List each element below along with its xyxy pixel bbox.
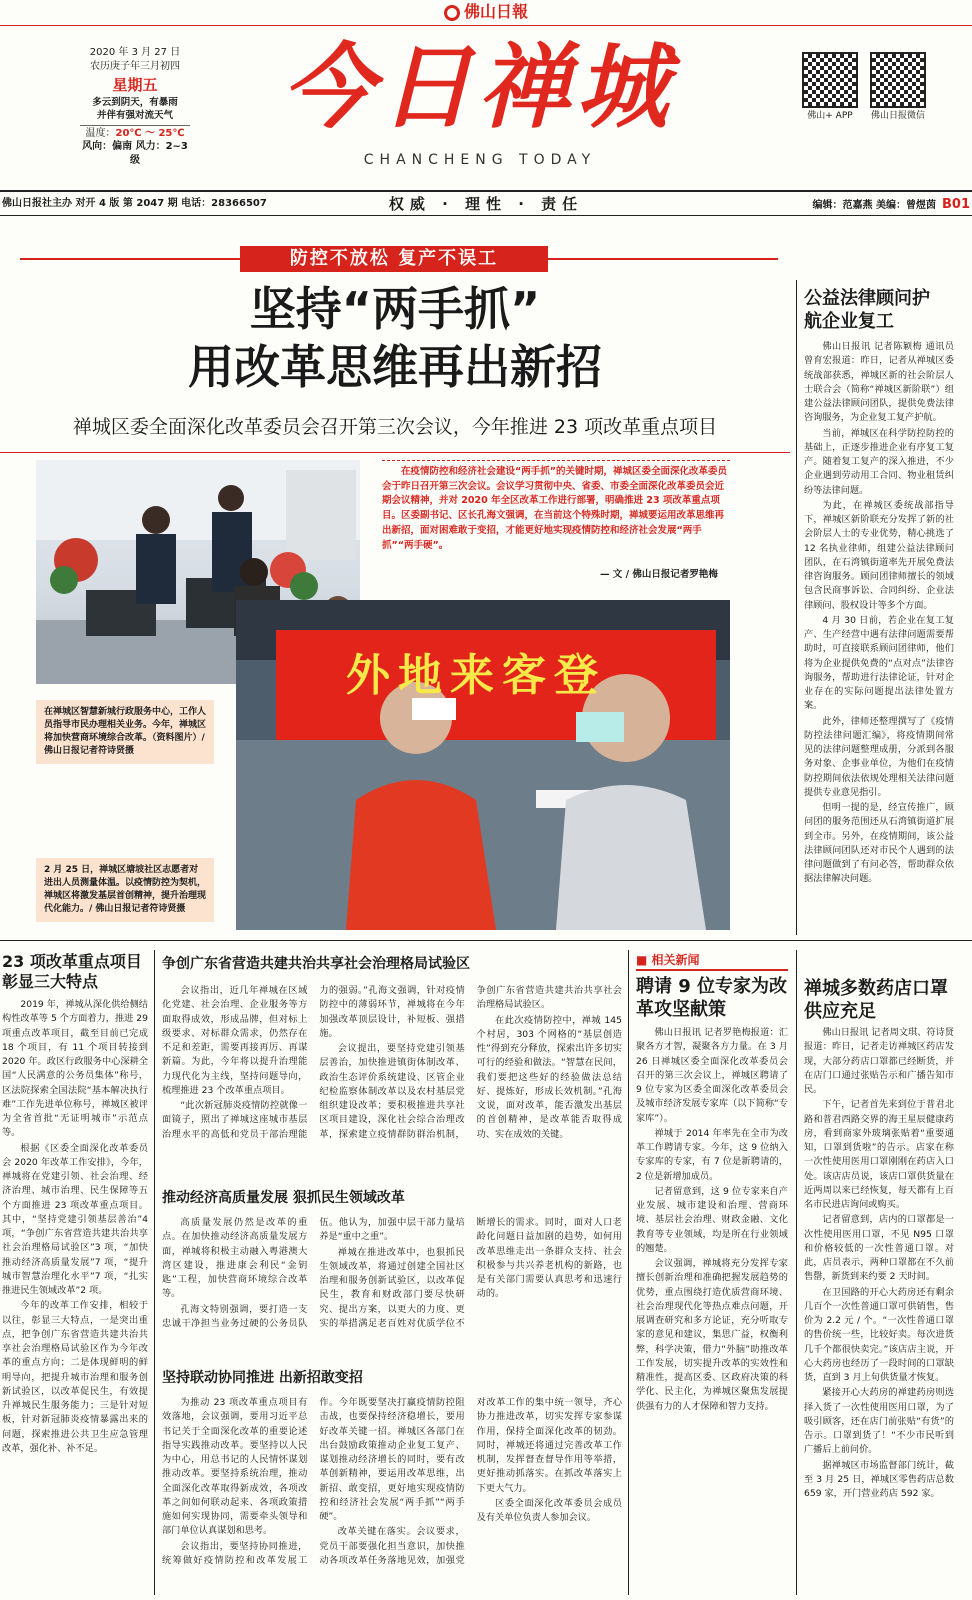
mid-section-2-title: 推动经济高质量发展 狠抓民生领域改革: [162, 1190, 405, 1206]
wind: 风向：偏南 风力：2~3 级: [82, 141, 188, 166]
paragraph: 会议提出，要坚持党建引领基层善治，加快推进镇街体制改革、政治生态评价系统建设、区管企业纪检监察体制改革以及农村基层党组织建设改革；要积极推进共享社区项目建设，深化社会综合治理改革，探索建立疫情群防群治机制，争创广东省营造共建共治共享社会治理格局试验区。: [319, 985, 622, 1140]
column-divider: [154, 950, 155, 1595]
qr-label-app: 佛山+ APP: [807, 111, 853, 121]
column-divider: [796, 950, 797, 1595]
paragraph: 为此，在禅城区委统战部指导下，禅城区新阶联充分发挥了新的社会阶层人士的专业优势，精心挑选了 12 名执业律师，组建公益法律顾问团队，在石湾镇街道率先开展免费法律咨询服务。顾问团律师擅长的领域包含民商事诉讼、合同纠纷、企业法律顾问、股权设计等多个方面。: [804, 499, 954, 611]
paragraph: 此外，律师还整理撰写了《疫情防控法律问题汇编》，将疫情期间常见的法律问题整理成册，分派到各服务对象、企事业单位，为他们在疫情防控期间依法依规处理相关法律问题提供专业意见指引。: [804, 715, 954, 798]
paragraph: 会议强调，禅城将充分发挥专家擅长创新治理和准确把握发展趋势的优势，重点围绕打造优质营商环境、社会治理现代化等热点难点问题，开展调查研究和多方论证，充分听取专家的意见和建议，集思广益，权衡利弊，科学决策，借力“外脑”助推改革工作发展，切实提升改革的实效性和精准性，提高区委、区政府决策的科学化、民主化，为禅城区聚焦发展提供强有力的人才保障和智力支持。: [636, 1258, 788, 1412]
section-divider: [0, 940, 972, 941]
qr-wechat[interactable]: [870, 52, 933, 123]
sidebar-top-title: 公益法律顾问护航企业复工: [804, 288, 930, 332]
paragraph: 禅城于 2014 年率先在全市为改革工作聘请专家。今年，这 9 位纳入专家库的专家，有 7 位是新聘请的，2 位是新增加成员。: [636, 1127, 788, 1182]
kicker-banner: 防控不放松 复产不误工: [240, 246, 548, 272]
paragraph: 区委全面深化改革委员会成员及有关单位负责人参加会议。: [476, 1497, 622, 1523]
masthead-subtitle: CHANCHENG TODAY: [363, 152, 597, 168]
column-divider: [628, 950, 629, 1595]
paragraph: 当前，禅城区在科学防控防控的基础上，正逐步推进企业有序复工复产。随着复工复产的深入推进，不少企业遇到劳动用工合同、物业租赁纠纷等法律问题。: [804, 427, 954, 496]
paragraph: 改革关键在落实。会议要求，党员干部要强化担当意识，加快推动各项改革任务落地见效，加强党对改革工作的集中统一领导，齐心协力推进改革，切实发挥专家参谋作用，保持全面深化改革的韧劲。同时，禅城还将通过完善改革工作机制，发挥督查督导作用等举措，更好推动抓落实。在抓改革落实上下更大气力。: [319, 1397, 622, 1566]
paragraph: 为推动 23 项改革重点项目有效落地，会议强调，要用习近平总书记关于全面深化改革的重要论述指导实践推动改革。要坚持以人民为中心，用总书记的人民情怀谋划推动改革。要坚持系统治理，推动全面深化改革取得新成效，各项改革之间如何联动起来、各项政策措施如何实现协同，需要牵头领导和部门单位认真谋划和思考。: [162, 1397, 308, 1537]
mid-section-1-body: [162, 984, 622, 1176]
divider: [0, 452, 790, 453]
photo-temperature-check: [236, 600, 730, 930]
paragraph: 在此次疫情防控中，禅城 145 个村居，303 个网格的“基层创造性”得到充分释放，探索出许多切实可行的经验和做法。“智慧在民间，我们要把这些好的经验做法总结好、提炼好，形成长效机制。”孔海文说，面对改革，能否激发出基层的首创精神，是改革能否取得成功、实在成效的关键。: [476, 1014, 622, 1140]
publisher-info: 佛山日报社主办 对开 4 版 第 2047 期 电话：28366507: [2, 198, 267, 209]
page-number: B01: [942, 197, 970, 212]
paragraph: “此次新冠肺炎疫情防控就像一面镜子，照出了禅城这座城市基层治理水平的高低和党员干部治理能力的强弱。”孔海文强调，针对疫情防控中的薄弱环节，禅城将在今年加强改革顶层设计，补短板、强措施。: [162, 985, 465, 1140]
photo-caption-1: 在禅城区智慧新城行政服务中心，工作人员指导市民办理相关业务。今年，禅城区将加快营商环境综合改革。（资料图片）/ 佛山日报记者符诗贤摄: [36, 700, 214, 764]
editors: 编辑：范嘉燕 美编：曾煜茵: [812, 200, 936, 211]
related-news-tag: ■ 相关新闻: [636, 952, 788, 971]
paragraph: 孔海文特别强调，要打造一支忠诚干净担当业务过硬的公务员队伍。他认为，加强中层干部力量培养是“重中之重”。: [162, 1217, 465, 1329]
paragraph: 佛山日报讯 记者陈颖梅 通讯员曾育宏报道：昨日，记者从禅城区委统战部获悉，禅城区新的社会阶层人士联合会（简称“禅城区新阶联”）组建公益法律顾问团队，提供免费法律咨询服务，为企业复工复产护航。: [804, 341, 954, 424]
motto: 权威 · 理性 · 责任: [388, 195, 584, 213]
paragraph: 佛山日报讯 记者周文琪、符诗贤报道：昨日，记者走访禅城区药店发现，大部分药店口罩都已经断货，并在店门口通过张贴告示和广播告知市民。: [804, 1027, 954, 1095]
paragraph: 下午，记者首先来到位于普君北路和普君西路交界的海王星辰健康药房，看到商家外玻璃张贴着“重要通知，口罩到货啦”的告示。店家在称一次性使用医用口罩刚刚在药店入口处。该店店员说，该店口罩供货量在近两周以来已经恢复，每天都有上百名市民进店询问或购买。: [804, 1099, 954, 1210]
foshan-daily-logo-icon: [444, 5, 460, 21]
mid-section-1-title: 争创广东省营造共建共治共享社会治理格局试验区: [162, 956, 470, 972]
paragraph: 禅城在推进改革中，也狠抓民生领域改革，将通过创建全国社区治理和服务创新试验区，以改革促民生，教育和财政部门要尽快研究、提出方案，以更大的力度、更实的举措满足老百姓对优质学位不断增长的需求。同时，面对人口老龄化问题日益加剧的趋势，如何用改革思维走出一条群众支持、社会积极参与共兴养老机构的新路，也是有关部门需要认真思考和迅速行动的。: [319, 1217, 622, 1329]
paragraph: 今年的改革工作安排，相较于以往，彰显三大特点，一是突出重点，把争创广东省营造共建共治共享社会治理格局试验区作为今年改革的重点方向；二是体现鲜明的鲜明导向，把提升城市治理和服务创新试验区，以改革促民生，有效提升禅城民生服务能力；三是针对短板，针对新冠肺炎疫情暴露出来的问题，探索推进公共卫生应急管理改革，强化补、补不足。: [2, 1300, 148, 1454]
paragraph: 紧接开心大药房的禅建药房则选择入货了一次性使用医用口罩，为了吸引顾客，还在店门前张贴“有货”的告示。口罩到货了！“不少市民听到广播后上前问价。: [804, 1387, 954, 1456]
paragraph: 高质量发展仍然是改革的重点。在加快推动经济高质量发展方面，禅城将积极主动融入粤港澳大湾区建设，推进康会利民“金钥匙”工程，加快营商环境综合改革等。: [162, 1217, 308, 1300]
paragraph: 佛山日报讯 记者罗艳梅报道：汇聚各方才智，凝聚各方力量。在 3 月 26 日禅城区委全面深化改革委员会召开的第三次会议上，禅城区聘请了 9 位专家为区委全面深化改革委员会及城市经济发展专家库（以下简称“专家库”）。: [636, 1027, 788, 1124]
headline-line-1: 坚持“两手抓”: [249, 282, 541, 336]
temperature-label: 温度：: [85, 127, 116, 139]
column-divider: [796, 280, 797, 935]
lunar-date: 农历庚子年三月初四: [90, 60, 180, 72]
weather: 多云到阴天，有暴雨: [92, 97, 178, 109]
temperature: 20℃ ～ 25℃: [115, 127, 185, 139]
lead-byline: — 文 / 佛山日报记者罗艳梅: [600, 569, 718, 580]
paper-logo: [0, 0, 972, 26]
qr-label-wechat: 佛山日报微信: [870, 111, 925, 121]
mid-section-3-title: 坚持联动协同推进 出新招敢变招: [162, 1370, 363, 1386]
subheadline: 禅城区委全面深化改革委员会召开第三次会议，今年推进 23 项改革重点项目: [72, 416, 718, 438]
paragraph: 据禅城区市场监督部门统计，截至 3 月 25 日，禅城区零售药店总数 659 家，开门营业药店 592 家。: [804, 1459, 954, 1499]
weather-2: 并伴有强对流天气: [96, 110, 173, 122]
qr-app[interactable]: [802, 52, 865, 123]
masthead-title: 今日禅城: [281, 33, 674, 141]
paragraph: 会议指出，近几年禅城在区域化党建、社会治理、企业服务等方面取得成效，形成品牌，但对标上级要求、对标群众需求，仍然存在不足和差距，需要再接再厉、再谋新篇。为此，今年将以提升治理能力现代化为主线，坚持问题导向，梳理推进 23 个改革重点项目。: [162, 985, 308, 1096]
paragraph: 4 月 30 日前，若企业在复工复产、生产经营中遇有法律问题需要帮助时，可直接联系顾问团律师，他们将为企业提供免费的“点对点”法律咨询服务，帮助进行法律论证，针对企业存在的实际问题提出法律处置方案。: [804, 614, 954, 712]
left-section-body: [2, 998, 148, 1594]
sidebar-top-body: [804, 340, 954, 940]
paragraph: 记者留意到，店内的口罩都是一次性使用医用口罩，不见 N95 口罩和价格较低的一次性普通口罩。对此，店员表示，两种口罩都在不久前售罄，新货到来约要 2 天时间。: [804, 1214, 954, 1283]
paragraph: 会议指出，要坚持协同推进，统筹做好疫情防控和改革发展工作。今年既要坚决打赢疫情防控阻击战，也要保持经济稳增长，要用好改革关键一招。禅城区各部门在出台鼓励政策推动企业复工复产、谋划推动经济增长的同时，要有改革创新精神，要运用改革思维，出新招、敢变招，更好地实现疫情防控和经济社会发展“两手抓”“两手硬”。: [162, 1397, 465, 1566]
headline-line-2: 用改革思维再出新招: [188, 340, 602, 394]
date-weather-box: [80, 46, 190, 167]
paragraph: 2019 年，禅城从深化供给侧结构性改革等 5 个方面着力，推进 29 项重点改革项目，截至目前已完成 18 个项目，有 11 个项目转接到 2020 年。政区行政服务中心深耕全国“人民满意的公务员集体”称号，区法院探索全国法院“基本解决执行难”工作先进单位称号，禅城区被评为全省首批“无证明城市”示范点等。: [2, 999, 148, 1139]
left-section-title: 23 项改革重点项目彰显三大特点: [2, 952, 142, 991]
paper-name: 佛山日報: [463, 2, 528, 21]
pharmacy-body: [804, 1026, 954, 1594]
date: 2020 年 3 月 27 日: [89, 47, 181, 58]
paragraph: 在卫国路的开心大药房还有剩余几百个一次性普通口罩可供销售，售价为 2.2 元 / 个。“一次性普通口罩的售价统一些，比较好卖。每次进货几千个都很快卖完。”该店店主说，开心大药房也经历了一段时间的口罩缺货，直到 3 月上旬供货量才恢复。: [804, 1286, 954, 1383]
weekday: 星期五: [112, 76, 158, 94]
paragraph: 根据《区委全面深化改革委员会 2020 年改革工作安排》，今年，禅城将在党建引领、社会治理、经济治理、城市治理、民生保障等五个方面推进 23 项改革重点项目。其中，“坚持党建引领基层善治”4 项，“争创广东省营造共建共治共享社会治理格局试验区”3 项，“加快推动经济高质量发展”7 项，“提升城市智慧治理化水平”7 项，“扎实推进民生领域改革”2 项。: [2, 1142, 148, 1296]
qr-code-icon: [870, 52, 926, 108]
paragraph: 但明一提的是，经宣传推广，顾问团的服务范围还从石湾镇街道扩展到全市。另外，在疫情期间，该公益法律顾问团队还对市民个人遇到的法律问题做到了有问必答，帮助群众依据法律解决问题。: [804, 802, 954, 885]
paragraph: 记者留意到，这 9 位专家来自产业发展、城市建设和治理、营商环境、基层社会治理、财政金融、文化教育等专业领域，均是所在行业领域的翘楚。: [636, 1185, 788, 1254]
mid-section-2-body: [162, 1216, 622, 1362]
related-news-body: [636, 1026, 788, 1594]
photo-caption-2: 2 月 25 日，禅城区塘坡社区志愿者对进出人员测量体温。以疫情防控为契机，禅城区将激发基层首创精神，提升治理现代化能力。/ 佛山日报记者符诗贤摄: [36, 858, 214, 922]
photo-banner-text: 外地来客登: [346, 650, 606, 701]
related-news-title: 聘请 9 位专家为改革攻坚献策: [636, 976, 788, 1020]
pharmacy-title: 禅城多数药店口罩供应充足: [804, 978, 948, 1022]
lead-intro: 在疫情防控和经济社会建设“两手抓”的关键时期，禅城区委全面深化改革委员会于昨日召开第三次会议。会议学习贯彻中央、省委、市委全面深化改革委员会近期会议精神，并对 2020 年全区改革工作进行部署，明确推进 23 项改革重点项目。区委副书记、区长孔海文强调，在当前这个特殊时期，禅城要运用改革思维再出新招，面对困难敢于变招，才能更好地实现疫情防控和经济社会发展“两手抓”“两手硬”。: [382, 460, 730, 553]
qr-code-icon: [802, 52, 858, 108]
mid-section-3-body: [162, 1396, 622, 1594]
info-bar: [0, 190, 972, 216]
